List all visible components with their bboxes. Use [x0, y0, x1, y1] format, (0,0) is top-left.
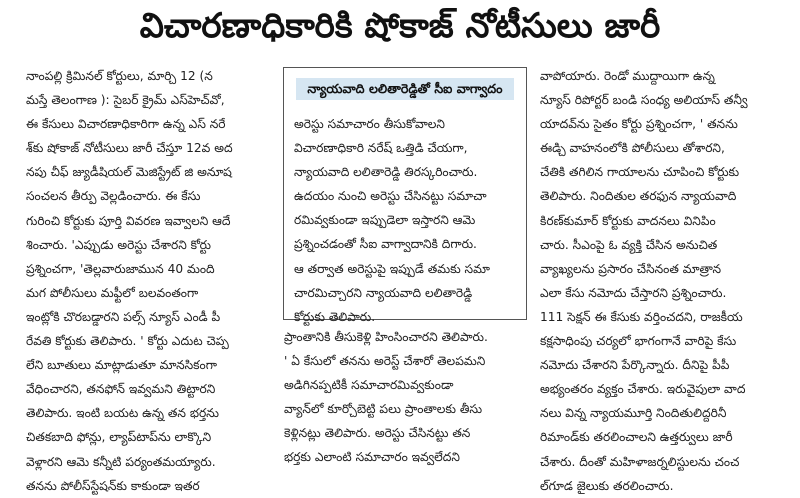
article-column-3 — [540, 64, 794, 498]
article-column-1 — [26, 64, 278, 498]
text-line: యాదవ్‌ను సైతం కోర్టు ప్రశ్నించగా, ' తనను — [540, 117, 738, 132]
text-line: రిమాండ్‌కు తరలించాలని ఉత్తర్వులు జారీ — [540, 430, 733, 445]
text-line: ప్రశ్నించడంతో సీఐ వాగ్వాదానికి దిగారు. — [294, 237, 477, 252]
text-line: వ్యాన్‌లో కూర్చోబెట్టి పలు ప్రాంతాలకు తీసు — [284, 402, 483, 417]
article-column-2-bottom — [284, 325, 528, 470]
text-line: 111 సెక్షన్ ఈ కేసుకు వర్తించదని, రాజకీయ — [540, 309, 743, 324]
text-line: నాంపల్లి క్రిమినల్ కోర్టులు, మార్చి 12 (న — [26, 69, 213, 83]
text-line: కిరణ్‌కుమార్ కోర్టుకు వాదనలు వినిపిం — [540, 213, 716, 228]
text-line: కెళ్లినట్లు తెలిపారు. అరెస్టు చేసినట్టు తన — [284, 426, 471, 441]
text-line: మగ పోలీసులు మఫ్టీలో బలవంతంగా — [26, 285, 199, 300]
text-line: సంచలన తీర్పు వెల్లడించారు. ఈ కేసు — [26, 189, 201, 204]
text-line: ఉదయం నుంచి అరెస్టు చేసినట్టు సమాచా — [294, 189, 487, 204]
text-line: చితకబాది ఫోన్లు, ల్యాప్‌టాప్‌ను లాక్కొని — [26, 430, 212, 445]
text-line: తెలిపారు. ఇంటి బయట ఉన్న తన భర్తను — [26, 406, 219, 421]
text-line: న్యాయవాది లలితారెడ్డి తిరస్కరించారు. — [294, 165, 478, 180]
text-line: అడిగినప్పటికీ సమాచారమివ్వకుండా — [284, 378, 454, 393]
text-line: కక్షసాధింపు చర్యలో భాగంగానే వారిపై కేసు — [540, 334, 737, 349]
text-line: ఇంట్లోకి చొరబడ్డారని పల్స్ న్యూస్ ఎండీ పీ — [26, 309, 221, 324]
text-line: వేధించారని, తనఫోన్ ఇవ్వమని తిట్టారని — [26, 382, 216, 397]
text-line: తనను పోలీస్‌స్టేషన్‌కు కాకుండా ఇతర — [26, 478, 200, 493]
text-line: ల్‌గూడ జైలుకు తరలించారు. — [540, 478, 674, 493]
text-line: వెళ్లారని ఆమె కన్నీటి పర్యంతమయ్యారు. — [26, 454, 216, 469]
text-line: ఈ కేసులు విచారణాధికారిగా ఉన్న ఎస్ నరే — [26, 117, 226, 132]
text-line: నమోదు చేశారని పేర్కొన్నారు. దీనిపై పీపీ — [540, 358, 730, 373]
text-line: శ్‌కు షోకాజ్ నోటీసులు జారీ చేస్తూ 12వ అద — [26, 141, 233, 156]
text-line: గురించి కోర్టుకు పూర్తి వివరణ ఇవ్వాలని ఆదే — [26, 213, 231, 228]
text-line: ప్రాంతానికి తీసుకెళ్లి హింసించారని తెలిపారు. — [284, 330, 488, 344]
text-line: చారు. సీఎంపై ఓ వ్యక్తి చేసిన అనుచిత — [540, 237, 718, 252]
text-line: రమివ్వకుండా ఇప్పుడెలా ఇస్తారని ఆమె — [294, 213, 476, 228]
text-line: ' ఏ కేసులో తనను అరెస్ట్ చేశారో తెలపమని — [284, 354, 486, 369]
text-line: నలు విన్న న్యాయమూర్తి నిందితులిద్దరినీ — [540, 406, 727, 421]
text-line: భర్తకు ఎలాంటి సమాచారం ఇవ్వలేదని — [284, 450, 460, 465]
sidebar-box-body — [294, 112, 518, 329]
text-line: చేశారు. దీంతో మహిళాజర్నలిస్టులను చంచ — [540, 454, 740, 469]
headline: విచారణాధికారికి షోకాజ్ నోటీసులు జారీ — [139, 6, 661, 46]
text-line: ఎలా కేసు నమోదు చేస్తారని ప్రశ్నించారు. — [540, 285, 727, 300]
sidebar-box-title: న్యాయవాది లలితారెడ్డితో సీఐ వాగ్వాదం — [296, 78, 514, 100]
text-line: అభ్యంతరం వ్యక్తం చేశారు. ఇరువైపులా వాద — [540, 382, 746, 397]
text-line: నపు చీఫ్ జ్యుడీషియల్ మెజిస్ట్రేట్ జి అనూష — [26, 165, 232, 180]
text-line: న్యూస్ రిపోర్టర్ బండి సంధ్య అలియాస్ తన్వీ — [540, 93, 748, 108]
text-line: ప్రశ్నించగా, 'తెల్లవారుజామున 40 మంది — [26, 261, 215, 276]
text-line: ఆ తర్వాత అరెస్టుపై ఇప్పుడే తమకు సమా — [294, 261, 490, 276]
text-line: ఈడ్చి వాహనంలోకి పోలీసులు తోశారని, — [540, 141, 725, 156]
text-line: వాపోయారు. రెండో ముద్దాయిగా ఉన్న — [540, 69, 715, 83]
text-line: వ్యాఖ్యలను ప్రసారం చేసినంత మాత్రాన — [540, 261, 722, 276]
text-line: కోర్టుకు తెలిపారు. — [294, 309, 376, 324]
text-line: శించారు. 'ఎప్పుడు అరెస్టు చేశారని కోర్టు — [26, 237, 212, 252]
text-line: తెలిపారు. నిందితుల తరఫున న్యాయవాది — [540, 189, 737, 204]
text-line: లేని బూతులు మాట్లాడుతూ మానసికంగా — [26, 358, 217, 373]
sidebar-box — [283, 67, 527, 324]
text-line: చేతికి తగిలిన గాయాలను చూపించి కోర్టుకు — [540, 165, 740, 180]
text-line: చారమిచ్చారని న్యాయవాది లలితారెడ్డి — [294, 285, 473, 300]
text-line: విచారణాధికారి నరేష్ ఒత్తిడి చేయగా, — [294, 141, 468, 156]
text-line: అరెస్టు సమాచారం తీసుకోవాలని — [294, 117, 445, 131]
text-line: మస్తే తెలంగాణ ): సైబర్ క్రైమ్ ఎస్‌హెచ్‌వో, — [26, 93, 225, 108]
text-line: రేవతి కోర్టుకు తెలిపారు. ' కోర్టు ఎదుట చెప్ప — [26, 334, 229, 349]
